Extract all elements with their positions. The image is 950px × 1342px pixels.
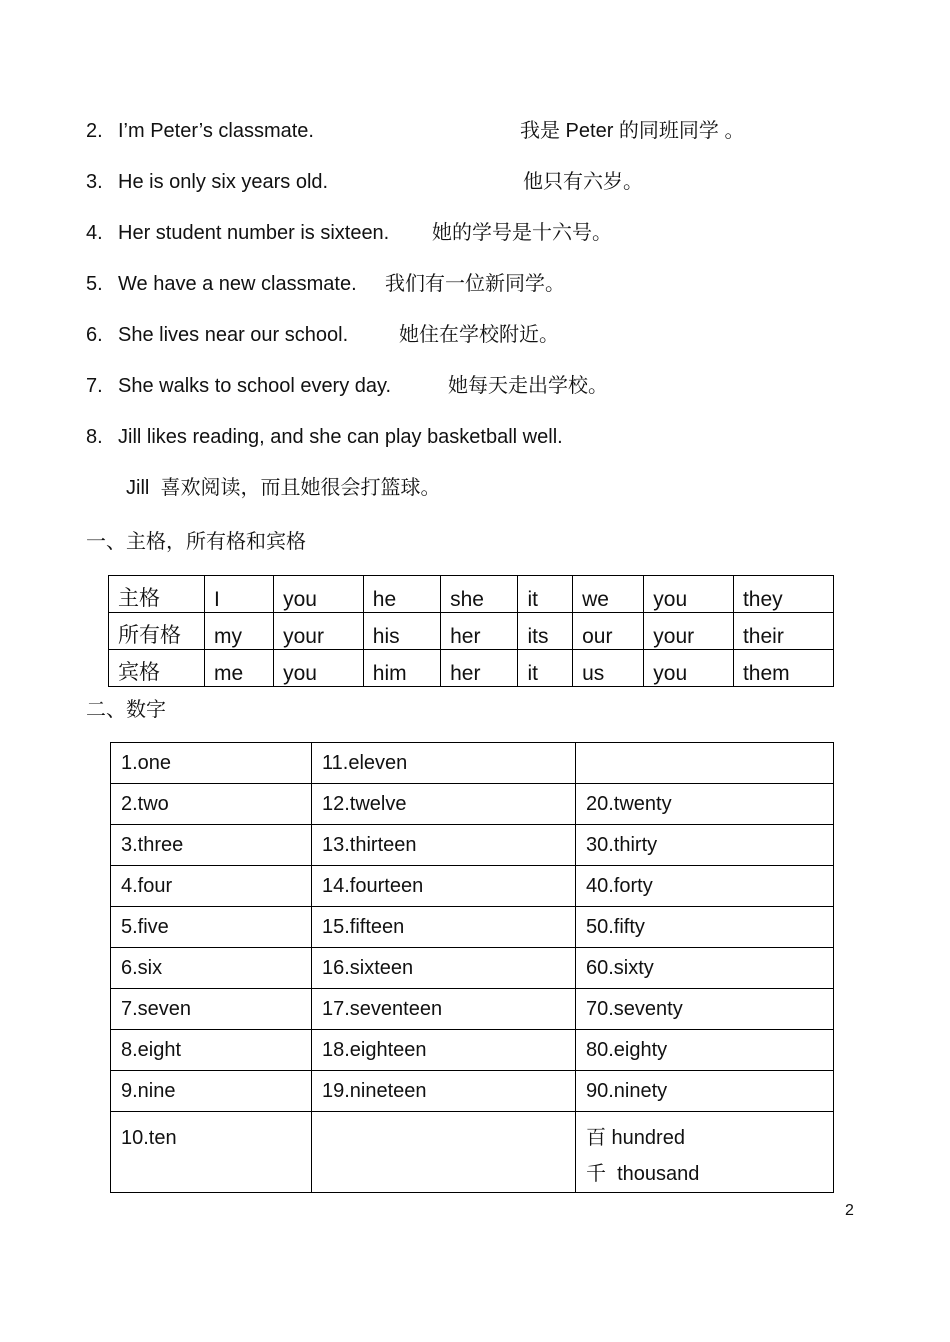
sentence-english: She lives near our school. bbox=[118, 324, 349, 346]
table-cell: 7.seven bbox=[111, 989, 312, 1030]
table-cell: 17.seventeen bbox=[312, 989, 576, 1030]
table-cell: they bbox=[733, 576, 833, 613]
table-cell: 2.two bbox=[111, 784, 312, 825]
table-row bbox=[109, 650, 834, 687]
table-cell: 70.seventy bbox=[576, 989, 834, 1030]
table-row bbox=[111, 825, 834, 866]
sentence-3 bbox=[86, 169, 328, 195]
table-cell: her bbox=[441, 613, 518, 650]
table-cell: our bbox=[573, 613, 644, 650]
sentence-6 bbox=[86, 322, 348, 348]
table-cell: you bbox=[274, 576, 364, 613]
table-cell: me bbox=[205, 650, 274, 687]
sentence-number: 6. bbox=[86, 324, 103, 346]
table-cell: us bbox=[573, 650, 644, 687]
table-cell: 10.ten bbox=[111, 1112, 312, 1193]
table-cell: it bbox=[518, 576, 573, 613]
sentence-number: 4. bbox=[86, 222, 103, 244]
table-cell: its bbox=[518, 613, 573, 650]
table-cell: she bbox=[441, 576, 518, 613]
table-cell: 80.eighty bbox=[576, 1030, 834, 1071]
table-cell: 50.fifty bbox=[576, 907, 834, 948]
table-cell: 15.fifteen bbox=[312, 907, 576, 948]
table-cell bbox=[312, 1112, 576, 1193]
table-cell-hundred-thousand bbox=[576, 1112, 834, 1193]
table-cell: his bbox=[363, 613, 440, 650]
sentence-5 bbox=[86, 271, 357, 297]
table-cell: 16.sixteen bbox=[312, 948, 576, 989]
table-cell: her bbox=[441, 650, 518, 687]
sentence-chinese: 他只有六岁。 bbox=[523, 171, 643, 193]
table-cell: your bbox=[274, 613, 364, 650]
thousand-label: 千 thousand bbox=[586, 1163, 700, 1185]
sentence-english: Her student number is sixteen. bbox=[118, 222, 390, 244]
numbers-table bbox=[110, 742, 834, 1193]
sentence-7 bbox=[86, 373, 391, 399]
table-cell: 8.eight bbox=[111, 1030, 312, 1071]
sentence-english: He is only six years old. bbox=[118, 171, 329, 193]
sentence-2 bbox=[86, 118, 314, 144]
table-cell: it bbox=[518, 650, 573, 687]
table-row bbox=[111, 907, 834, 948]
sentence-8 bbox=[86, 424, 563, 450]
table-cell: I bbox=[205, 576, 274, 613]
sentence-english: She walks to school every day. bbox=[118, 375, 392, 397]
table-cell: you bbox=[644, 576, 734, 613]
table-cell: 3.three bbox=[111, 825, 312, 866]
table-cell: him bbox=[363, 650, 440, 687]
table-cell: 主格 bbox=[109, 576, 205, 613]
table-cell: 9.nine bbox=[111, 1071, 312, 1112]
table-cell: 60.sixty bbox=[576, 948, 834, 989]
sentence-chinese: 她每天走出学校。 bbox=[448, 375, 608, 397]
table-cell: 5.five bbox=[111, 907, 312, 948]
table-cell: 所有格 bbox=[109, 613, 205, 650]
table-cell: we bbox=[573, 576, 644, 613]
sentence-number: 3. bbox=[86, 171, 103, 193]
table-cell: he bbox=[363, 576, 440, 613]
table-cell: 4.four bbox=[111, 866, 312, 907]
sentence-english: I’m Peter’s classmate. bbox=[118, 120, 314, 142]
sentence-number: 7. bbox=[86, 375, 103, 397]
sentence-number: 2. bbox=[86, 120, 103, 142]
sentence-number: 8. bbox=[86, 426, 103, 448]
table-cell: 1.one bbox=[111, 743, 312, 784]
table-cell: 11.eleven bbox=[312, 743, 576, 784]
table-cell: their bbox=[733, 613, 833, 650]
table-cell: 6.six bbox=[111, 948, 312, 989]
table-row bbox=[109, 613, 834, 650]
table-row bbox=[111, 743, 834, 784]
section-heading-numbers: 二、数字 bbox=[86, 699, 166, 721]
sentence-english: Jill likes reading, and she can play basketball well. bbox=[118, 426, 563, 448]
table-cell bbox=[576, 743, 834, 784]
table-cell: my bbox=[205, 613, 274, 650]
sentence-english: We have a new classmate. bbox=[118, 273, 357, 295]
table-cell: you bbox=[274, 650, 364, 687]
sentence-chinese: 我是 Peter 的同班同学 。 bbox=[520, 120, 745, 142]
sentence-chinese: 她的学号是十六号。 bbox=[432, 222, 612, 244]
table-cell: 宾格 bbox=[109, 650, 205, 687]
section-heading-pronouns: 一、主格，所有格和宾格 bbox=[86, 531, 306, 553]
table-row bbox=[111, 948, 834, 989]
table-row bbox=[111, 1030, 834, 1071]
table-row bbox=[111, 1112, 834, 1193]
table-cell: them bbox=[733, 650, 833, 687]
table-row bbox=[111, 989, 834, 1030]
table-cell: 13.thirteen bbox=[312, 825, 576, 866]
table-cell: 30.thirty bbox=[576, 825, 834, 866]
sentence-chinese: Jill 喜欢阅读，而且她很会打篮球。 bbox=[126, 477, 441, 499]
hundred-label: 百 hundred bbox=[586, 1127, 685, 1149]
table-row bbox=[109, 576, 834, 613]
table-row bbox=[111, 866, 834, 907]
sentence-4 bbox=[86, 220, 389, 246]
table-cell: 14.fourteen bbox=[312, 866, 576, 907]
table-row bbox=[111, 784, 834, 825]
table-row bbox=[111, 1071, 834, 1112]
table-cell: 20.twenty bbox=[576, 784, 834, 825]
table-cell: 18.eighteen bbox=[312, 1030, 576, 1071]
table-cell: 90.ninety bbox=[576, 1071, 834, 1112]
table-cell: 12.twelve bbox=[312, 784, 576, 825]
table-cell: 40.forty bbox=[576, 866, 834, 907]
table-cell: 19.nineteen bbox=[312, 1071, 576, 1112]
table-cell: your bbox=[644, 613, 734, 650]
page-number: 2 bbox=[845, 1202, 854, 1219]
table-cell: you bbox=[644, 650, 734, 687]
sentence-chinese: 她住在学校附近。 bbox=[399, 324, 559, 346]
sentence-number: 5. bbox=[86, 273, 103, 295]
pronoun-table bbox=[108, 575, 834, 687]
sentence-chinese: 我们有一位新同学。 bbox=[385, 273, 565, 295]
